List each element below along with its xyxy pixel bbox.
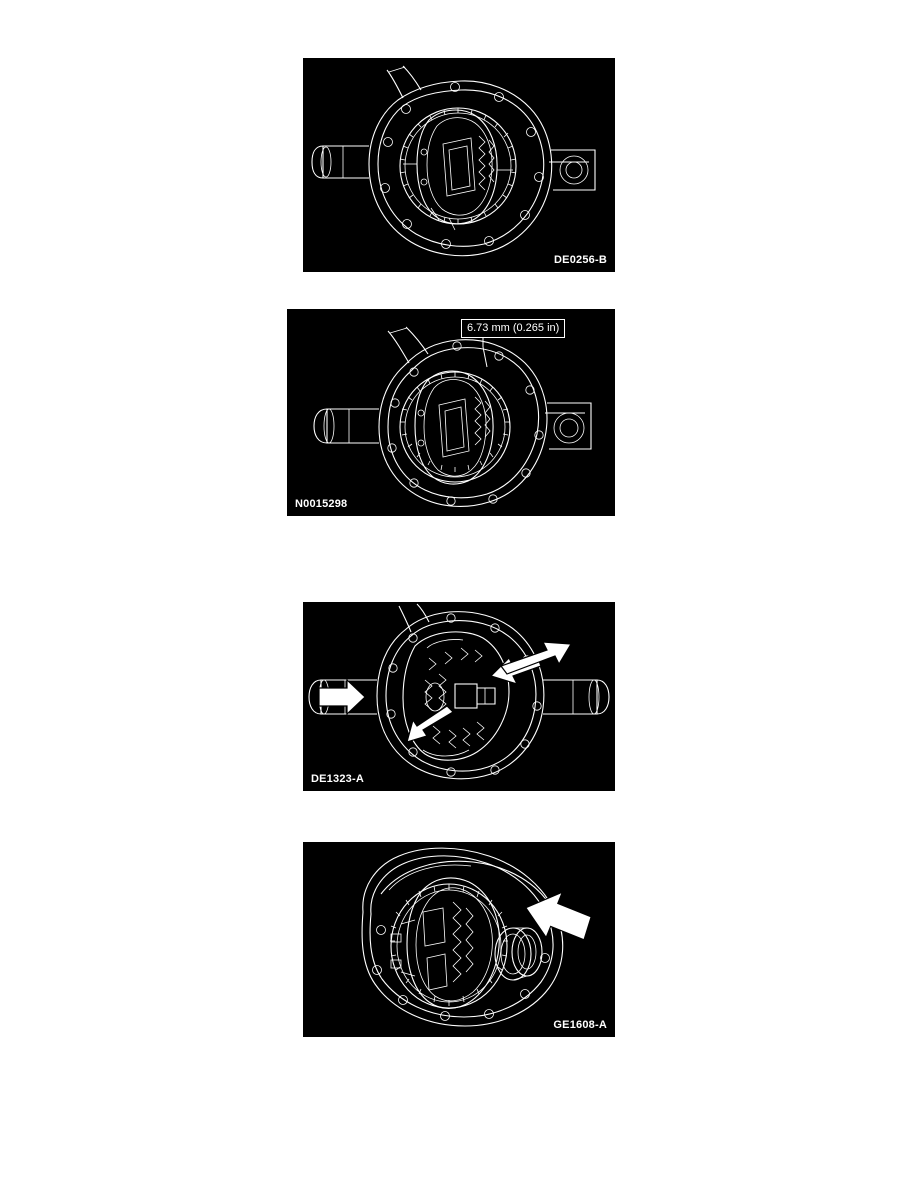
figure-2 bbox=[287, 309, 615, 516]
figure-1-caption: DE0256-B bbox=[554, 254, 607, 266]
figure-2-caption: N0015298 bbox=[295, 498, 348, 510]
figure-3-illustration bbox=[303, 602, 615, 791]
figure-2-illustration bbox=[287, 309, 615, 516]
figure-2-dimension-callout: 6.73 mm (0.265 in) bbox=[461, 319, 565, 338]
figure-3-caption: DE1323-A bbox=[311, 773, 364, 785]
figure-4-illustration bbox=[303, 842, 615, 1037]
figure-4-caption: GE1608-A bbox=[553, 1019, 607, 1031]
figure-3 bbox=[303, 602, 615, 791]
figure-1 bbox=[303, 58, 615, 272]
figure-1-illustration bbox=[303, 58, 615, 272]
figure-4 bbox=[303, 842, 615, 1037]
